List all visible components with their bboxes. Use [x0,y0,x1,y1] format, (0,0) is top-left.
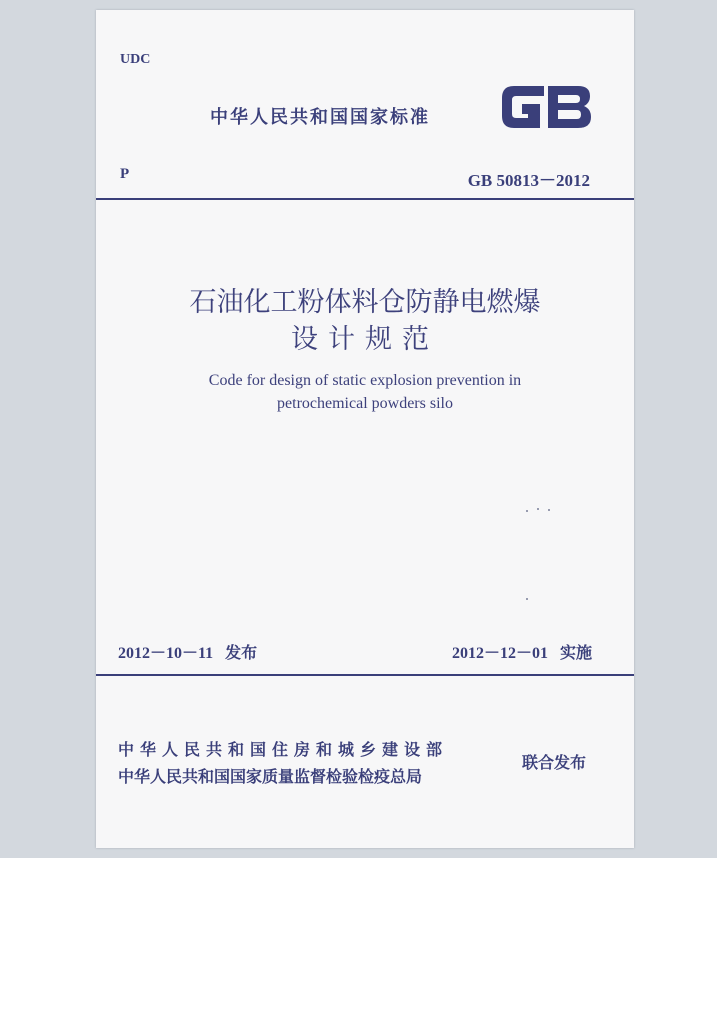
standard-cover-page [96,10,634,848]
category-code: P [120,166,130,182]
udc-label: UDC [120,52,151,67]
issuer-line2: 中华人民共和国国家质量监督检验检疫总局 [118,767,423,786]
gb-logo-mark [496,76,596,136]
issuer-line1: 中华人民共和国住房和城乡建设部 [118,740,449,759]
joint-issue-label: 联合发布 [521,753,586,772]
title-zh-line1: 石油化工粉体料仓防静电燃爆 [189,287,541,318]
scan-speck [548,509,550,511]
footer-divider [96,674,634,676]
standard-number: GB 50813－2012 [467,171,590,190]
implement-date: 2012－12－01 [451,645,548,662]
title-zh-line2: 设计规范 [291,324,439,355]
scan-speck [526,598,528,600]
title-en-line1: Code for design of static explosion prevention in [208,372,522,389]
issue-date-block [118,640,257,663]
scan-speck [537,508,539,510]
header-divider [96,198,634,200]
issue-date: 2012－10－11 [118,645,214,662]
national-standard-heading: 中华人民共和国国家标准 [210,107,430,128]
implement-label: 实施 [559,643,592,662]
title-en-line2: petrochemical powders silo [277,395,453,412]
issue-label: 发布 [225,643,258,662]
implement-date-block [452,640,592,663]
scan-speck [526,510,528,512]
gb-logo [496,76,596,136]
